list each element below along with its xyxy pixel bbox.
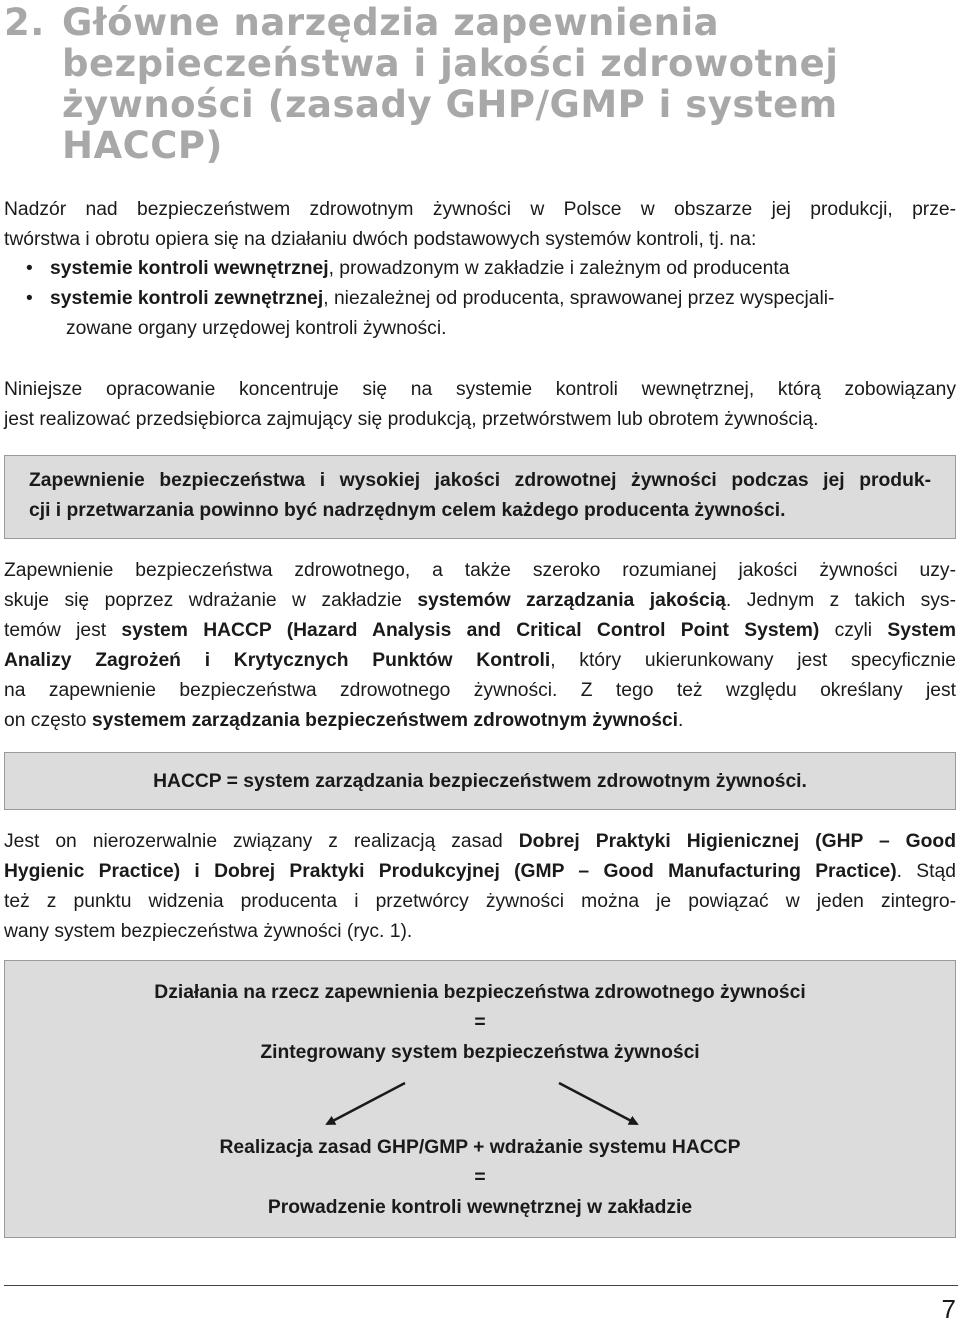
para4-line-1a: Jest on nierozerwalnie związany z realizacją zasad: [4, 831, 519, 852]
heading-line-1: Główne narzędzia zapewnienia: [62, 1, 720, 44]
para3-line-1: Zapewnienie bezpieczeństwa zdrowotnego, a także szeroko rozumianej jakości żywności uzy-: [4, 560, 956, 581]
heading-line-2: bezpieczeństwa i jakości zdrowotnej: [62, 42, 839, 85]
arrow-left-icon: [327, 1083, 405, 1124]
diagram-line-3: Realizacja zasad GHP/GMP + wdrażanie systemu HACCP: [219, 1137, 741, 1158]
bullet-2-bold: systemie kontroli zewnętrznej: [50, 288, 324, 309]
diagram-line-4: Prowadzenie kontroli wewnętrznej w zakładzie: [267, 1197, 693, 1218]
bullet-icon: •: [26, 288, 33, 309]
box1-line-1: Zapewnienie bezpieczeństwa i wysokiej jakości zdrowotnej żywności podczas jej produk-: [29, 470, 931, 491]
para3-line-6c: .: [678, 710, 684, 731]
haccp-definition: HACCP = system zarządzania bezpieczeństwem zdrowotnym żywności.: [153, 771, 807, 792]
chapter-heading: [4, 2, 944, 166]
control-systems-list: [4, 254, 956, 344]
heading-line-4: HACCP): [62, 124, 223, 167]
bullet-2-text: , niezależnej od producenta, sprawowanej przez wyspecjali-: [323, 288, 835, 309]
highlight-box-haccp: [4, 752, 956, 810]
bullet-1-text: , prowadzonym w zakładzie i zależnym od producenta: [328, 258, 790, 279]
para2-line-1: Niniejsze opracowanie koncentruje się na systemie kontroli wewnętrznej, którą zobowiązany: [4, 379, 956, 400]
paragraph-4: [4, 827, 956, 947]
para3-line-4a: Analizy Zagrożeń i Krytycznych Punktów Kontroli: [4, 650, 551, 671]
bullet-icon: •: [26, 258, 33, 279]
para3-line-3d: System: [887, 620, 956, 641]
para3-line-2a: skuje się poprzez wdrażanie w zakładzie: [4, 590, 418, 611]
para3-line-3b: system HACCP (Hazard Analysis and Critical Control Point System): [121, 620, 820, 641]
para4-line-3: też z punktu widzenia producenta i przetwórcy żywności można je powiązać w jeden zintegro-: [4, 891, 956, 912]
para3-line-3a: temów jest: [4, 620, 122, 641]
diagram-box: [4, 960, 956, 1238]
intro-line-1: Nadzór nad bezpieczeństwem zdrowotnym żywności w Polsce w obszarze jej produkcji, prze-: [4, 199, 956, 220]
para4-line-2b: . Stąd: [896, 861, 956, 882]
list-item: [4, 254, 956, 284]
arrow-right-icon: [559, 1083, 637, 1124]
para4-line-1b: Dobrej Praktyki Higienicznej (GHP – Good: [518, 831, 956, 852]
intro-paragraph: [4, 195, 956, 255]
diagram-line-2: Zintegrowany system bezpieczeństwa żywności: [260, 1042, 700, 1063]
para3-line-5: na zapewnienie bezpieczeństwa zdrowotnego żywności. Z tego też względu określany jest: [4, 680, 956, 701]
para3-line-3c: czyli: [819, 620, 888, 641]
diagram-equals-2: =: [474, 1167, 486, 1188]
highlight-box-goal: [4, 455, 956, 539]
box1-line-2: cji i przetwarzania powinno być nadrzędnym celem każdego producenta żywności.: [29, 500, 786, 521]
bullet-1-bold: systemie kontroli wewnętrznej: [50, 258, 329, 279]
para3-line-6b: systemem zarządzania bezpieczeństwem zdrowotnym żywności: [91, 710, 679, 731]
para3-line-2c: . Jednym z takich sys-: [725, 590, 956, 611]
page-number: 7: [941, 1294, 956, 1324]
diagram-equals-1: =: [474, 1012, 486, 1033]
chapter-number: 2.: [4, 1, 45, 44]
para3-line-4b: , który ukierunkowany jest specyficznie: [550, 650, 956, 671]
para2-line-2: jest realizować przedsiębiorca zajmujący się produkcją, przetwórstwem lub obrotem żywnością.: [4, 409, 819, 430]
bullet-2-text-cont: zowane organy urzędowej kontroli żywności.: [66, 318, 447, 339]
paragraph-3: [4, 556, 956, 736]
intro-line-2: twórstwa i obrotu opiera się na działaniu dwóch podstawowych systemów kontroli, tj. na:: [4, 229, 757, 250]
list-item: [4, 284, 956, 344]
diagram-line-1: Działania na rzecz zapewnienia bezpieczeństwa zdrowotnego żywności: [154, 982, 806, 1003]
heading-line-3: żywności (zasady GHP/GMP i system: [62, 83, 838, 126]
para3-line-6a: on często: [4, 710, 92, 731]
paragraph-2: [4, 375, 956, 435]
para4-line-4: wany system bezpieczeństwa żywności (ryc. 1).: [4, 921, 413, 942]
para3-line-2b: systemów zarządzania jakością: [417, 590, 726, 611]
footer-divider: [4, 1285, 958, 1286]
para4-line-2a: Hygienic Practice) i Dobrej Praktyki Produkcyjnej (GMP – Good Manufacturing Practice): [4, 861, 897, 882]
